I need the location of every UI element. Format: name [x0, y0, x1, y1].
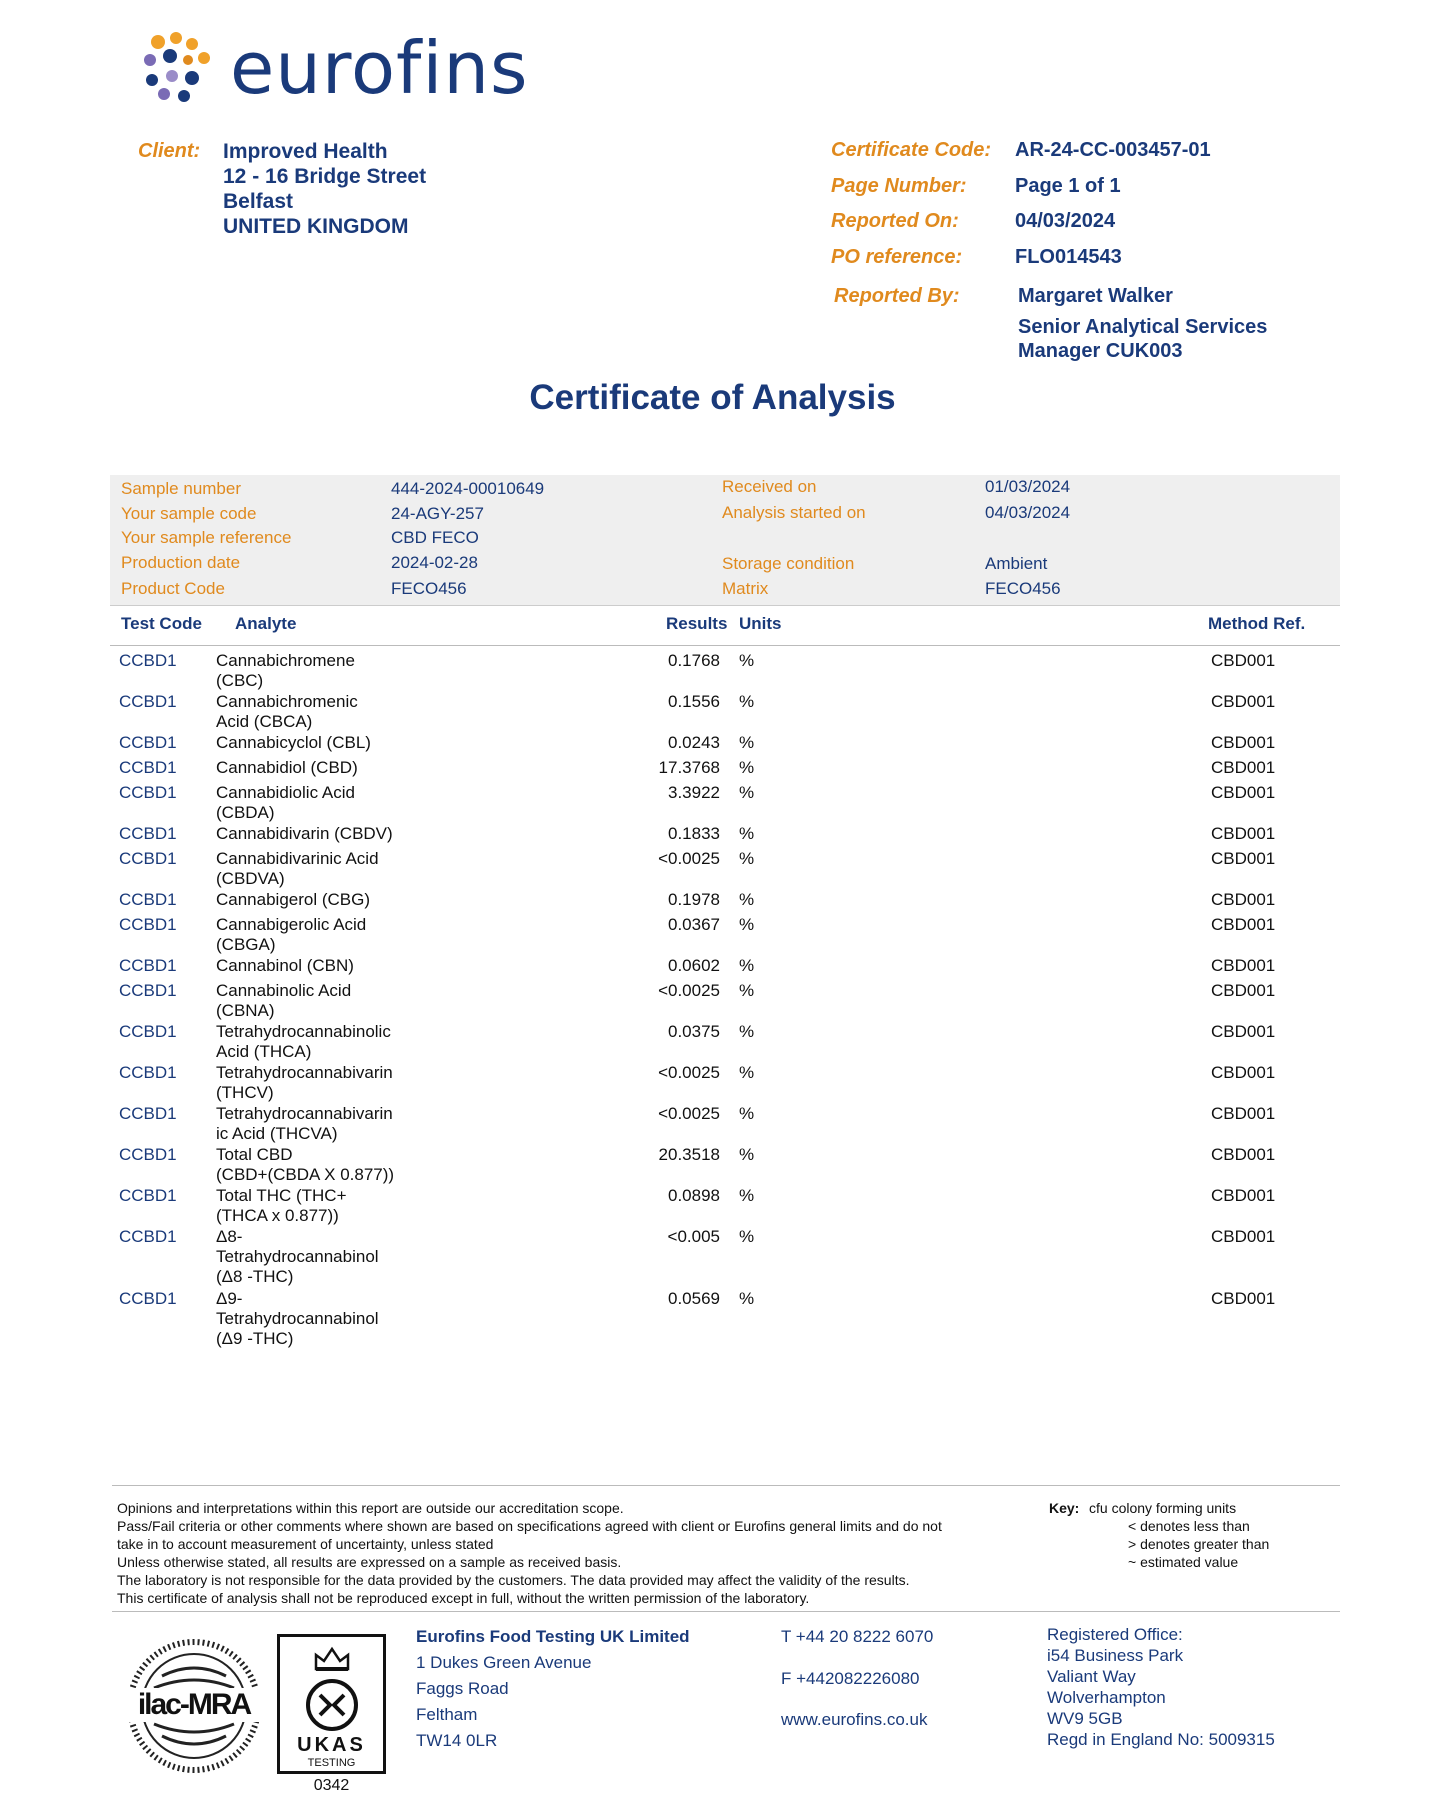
registered-line: i54 Business Park: [1047, 1646, 1184, 1665]
client-country: UNITED KINGDOM: [223, 215, 409, 238]
method-ref: CBD001: [1211, 1104, 1276, 1123]
registered-office: [1047, 1624, 1275, 1750]
result-unit: %: [739, 733, 755, 752]
method-ref: CBD001: [1211, 1145, 1276, 1164]
analyte-name: [216, 956, 416, 976]
test-code: CCBD1: [119, 956, 177, 975]
analyte-line: (CBGA): [216, 935, 276, 954]
result-unit: %: [739, 981, 755, 1000]
method-ref: CBD001: [1211, 1289, 1276, 1308]
ukas-sub: TESTING: [307, 1757, 356, 1769]
method-ref: CBD001: [1211, 849, 1276, 868]
analyte-line: (Δ8 -THC): [216, 1267, 294, 1286]
method-ref: CBD001: [1211, 1063, 1276, 1082]
analyte-line: Acid (THCA): [216, 1042, 312, 1061]
test-code: CCBD1: [119, 1022, 177, 1041]
analyte-line: (THCA x 0.877)): [216, 1206, 339, 1225]
analyte-line: Tetrahydrocannabinolic: [216, 1022, 391, 1041]
analyte-name: [216, 651, 416, 691]
test-code: CCBD1: [119, 1063, 177, 1082]
method-ref: CBD001: [1211, 981, 1276, 1000]
reported-by-label: Reported By:: [834, 285, 960, 307]
footer-notes: [117, 1499, 942, 1607]
analyte-line: Cannabichromene: [216, 651, 355, 670]
analyte-name: [216, 1022, 416, 1062]
note-line: take in to account measurement of uncertainty, unless stated: [117, 1536, 494, 1552]
result-unit: %: [739, 758, 755, 777]
analyte-name: [216, 981, 416, 1021]
result-value: 0.1833: [668, 824, 720, 843]
analyte-name: [216, 783, 416, 823]
registered-line: Wolverhampton: [1047, 1688, 1166, 1707]
analyte-line: Cannabigerolic Acid: [216, 915, 367, 934]
header-test-code: Test Code: [121, 614, 202, 633]
result-unit: %: [739, 1289, 755, 1308]
result-value: 3.3922: [668, 783, 720, 802]
test-code: CCBD1: [119, 824, 177, 843]
result-value: 0.0375: [668, 1022, 720, 1041]
test-code: CCBD1: [119, 915, 177, 934]
analyte-name: [216, 915, 416, 955]
analyte-line: Total THC (THC+: [216, 1186, 347, 1205]
header-method-ref: Method Ref.: [1208, 614, 1306, 633]
analyte-line: (CBNA): [216, 1001, 275, 1020]
sample-code: 24-AGY-257: [391, 504, 484, 523]
header-results: Results: [666, 614, 728, 633]
reported-by-title: Senior Analytical Services: [1018, 316, 1268, 338]
company-address-line: Feltham: [416, 1705, 478, 1724]
test-code: CCBD1: [119, 758, 177, 777]
method-ref: CBD001: [1211, 651, 1276, 670]
analysis-started-label: Analysis started on: [722, 503, 866, 522]
client-street: 12 - 16 Bridge Street: [223, 165, 427, 188]
ukas-badge: [277, 1634, 386, 1774]
page-number-label: Page Number:: [831, 175, 967, 197]
registered-line: Registered Office:: [1047, 1625, 1183, 1644]
method-ref: CBD001: [1211, 1186, 1276, 1205]
result-value: <0.0025: [658, 1104, 720, 1123]
result-value: <0.0025: [658, 981, 720, 1000]
analyte-line: Cannabinol (CBN): [216, 956, 354, 975]
analyte-line: (THCV): [216, 1083, 274, 1102]
test-code: CCBD1: [119, 651, 177, 670]
production-date-label: Production date: [121, 553, 241, 572]
result-value: <0.005: [667, 1227, 720, 1246]
analyte-name: [216, 1289, 416, 1349]
analyte-line: Cannabigerol (CBG): [216, 890, 371, 909]
method-ref: CBD001: [1211, 1022, 1276, 1041]
ilac-text: ilac-MRA: [124, 1688, 264, 1722]
ukas-number: 0342: [313, 1777, 350, 1794]
registered-line: Valiant Way: [1047, 1667, 1136, 1686]
ukas-tick-icon: [302, 1675, 362, 1735]
analyte-line: (CBD+(CBDA X 0.877)): [216, 1165, 395, 1184]
key-item: cfu colony forming units: [1089, 1500, 1237, 1516]
sample-reference-label: Your sample reference: [121, 528, 292, 547]
po-reference: FLO014543: [1015, 246, 1122, 268]
analyte-name: [216, 1104, 416, 1144]
method-ref: CBD001: [1211, 758, 1276, 777]
product-code: FECO456: [391, 579, 467, 598]
note-line: Unless otherwise stated, all results are expressed on a sample as received basis.: [117, 1554, 622, 1570]
analyte-line: ic Acid (THCVA): [216, 1124, 338, 1143]
table-header-rule: [110, 645, 1340, 646]
note-line: Pass/Fail criteria or other comments where shown are based on specifications agreed with client or Eurofins general limits and do not: [117, 1518, 942, 1534]
method-ref: CBD001: [1211, 783, 1276, 802]
result-value: 0.1978: [668, 890, 720, 909]
page-number: Page 1 of 1: [1015, 175, 1121, 197]
analyte-line: Cannabinolic Acid: [216, 981, 352, 1000]
company-address-line: TW14 0LR: [416, 1731, 498, 1750]
key-item: < denotes less than: [1128, 1518, 1250, 1534]
analyte-line: Tetrahydrocannabivarin: [216, 1104, 393, 1123]
result-unit: %: [739, 824, 755, 843]
analyte-line: Total CBD: [216, 1145, 293, 1164]
test-code: CCBD1: [119, 1186, 177, 1205]
analyte-name: [216, 1145, 416, 1185]
note-line: The laboratory is not responsible for the data provided by the customers. The data provided may affect the validity of the results.: [117, 1572, 910, 1588]
analyte-line: Δ8-: [216, 1227, 243, 1246]
test-code: CCBD1: [119, 1289, 177, 1308]
result-unit: %: [739, 1063, 755, 1082]
reported-on: 04/03/2024: [1015, 210, 1116, 232]
certificate-code-label: Certificate Code:: [831, 139, 992, 161]
website-link[interactable]: www.eurofins.co.uk: [781, 1710, 928, 1729]
footer-rule-top: [112, 1485, 1340, 1486]
result-value: 0.0243: [668, 733, 720, 752]
result-value: 0.0602: [668, 956, 720, 975]
certificate-code: AR-24-CC-003457-01: [1015, 139, 1211, 161]
analyte-line: (Δ9 -THC): [216, 1329, 294, 1348]
client-address: [223, 139, 426, 239]
key-label: Key:: [1049, 1500, 1080, 1516]
phone-number: T +44 20 8222 6070: [781, 1627, 934, 1646]
company-name: Eurofins Food Testing UK Limited: [416, 1627, 690, 1646]
analyte-name: [216, 1063, 416, 1103]
analyte-line: Cannabichromenic: [216, 692, 358, 711]
matrix-label: Matrix: [722, 579, 769, 598]
test-code: CCBD1: [119, 783, 177, 802]
sample-reference: CBD FECO: [391, 528, 479, 547]
result-unit: %: [739, 1104, 755, 1123]
client-city: Belfast: [223, 190, 294, 213]
ilac-mra-badge: [124, 1636, 264, 1776]
reported-by-name: Margaret Walker: [1018, 285, 1173, 307]
sample-number: 444-2024-00010649: [391, 479, 545, 498]
method-ref: CBD001: [1211, 956, 1276, 975]
ukas-text: UKAS: [297, 1734, 366, 1756]
test-code: CCBD1: [119, 692, 177, 711]
received-on-label: Received on: [722, 477, 817, 496]
sample-code-label: Your sample code: [121, 504, 257, 523]
result-value: 17.3768: [658, 758, 720, 777]
registered-line: Regd in England No: 5009315: [1047, 1730, 1275, 1749]
analyte-name: [216, 1186, 416, 1226]
analyte-name: [216, 890, 416, 910]
result-unit: %: [739, 1186, 755, 1205]
analyte-line: Cannabidiol (CBD): [216, 758, 358, 777]
result-value: 0.0569: [668, 1289, 720, 1308]
reported-on-label: Reported On:: [831, 210, 959, 232]
test-code: CCBD1: [119, 1104, 177, 1123]
test-code: CCBD1: [119, 733, 177, 752]
analyte-line: Cannabidivarin (CBDV): [216, 824, 393, 843]
result-unit: %: [739, 1145, 755, 1164]
registered-line: WV9 5GB: [1047, 1709, 1123, 1728]
result-unit: %: [739, 956, 755, 975]
method-ref: CBD001: [1211, 733, 1276, 752]
method-ref: CBD001: [1211, 1227, 1276, 1246]
test-code: CCBD1: [119, 890, 177, 909]
header-units: Units: [739, 614, 782, 633]
analyte-line: (CBDVA): [216, 869, 285, 888]
analysis-started: 04/03/2024: [985, 503, 1071, 522]
result-value: <0.0025: [658, 849, 720, 868]
test-code: CCBD1: [119, 1227, 177, 1246]
result-unit: %: [739, 1022, 755, 1041]
test-code: CCBD1: [119, 849, 177, 868]
analyte-line: Acid (CBCA): [216, 712, 313, 731]
analyte-line: Δ9-: [216, 1289, 243, 1308]
po-reference-label: PO reference:: [831, 246, 963, 268]
analyte-name: [216, 733, 416, 753]
note-line: Opinions and interpretations within this report are outside our accreditation scope.: [117, 1500, 624, 1516]
method-ref: CBD001: [1211, 915, 1276, 934]
crown-icon: [312, 1643, 352, 1673]
header-analyte: Analyte: [235, 614, 297, 633]
logo-wordmark: eurofins: [230, 26, 529, 110]
production-date: 2024-02-28: [391, 553, 478, 572]
result-value: 0.0898: [668, 1186, 720, 1205]
result-value: 0.1556: [668, 692, 720, 711]
test-code: CCBD1: [119, 1145, 177, 1164]
key-item: > denotes greater than: [1128, 1536, 1270, 1552]
analyte-line: Cannabidiolic Acid: [216, 783, 355, 802]
fax-number: F +442082226080: [781, 1669, 920, 1688]
result-unit: %: [739, 849, 755, 868]
result-unit: %: [739, 915, 755, 934]
analyte-line: Tetrahydrocannabinol: [216, 1309, 379, 1328]
company-address-line: Faggs Road: [416, 1679, 509, 1698]
result-value: 0.1768: [668, 651, 720, 670]
client-label: Client:: [138, 140, 201, 162]
analyte-line: Tetrahydrocannabinol: [216, 1247, 379, 1266]
method-ref: CBD001: [1211, 890, 1276, 909]
analyte-line: (CBC): [216, 671, 264, 690]
result-unit: %: [739, 1227, 755, 1246]
matrix: FECO456: [985, 579, 1061, 598]
analyte-name: [216, 758, 416, 778]
product-code-label: Product Code: [121, 579, 225, 598]
result-unit: %: [739, 783, 755, 802]
result-value: 0.0367: [668, 915, 720, 934]
company-address-line: 1 Dukes Green Avenue: [416, 1653, 592, 1672]
eurofins-dots-logo-icon: [140, 30, 220, 110]
result-unit: %: [739, 651, 755, 670]
analyte-line: (CBDA): [216, 803, 275, 822]
test-code: CCBD1: [119, 981, 177, 1000]
page-title: Certificate of Analysis: [529, 378, 896, 417]
reported-by-title-2: Manager CUK003: [1018, 340, 1183, 362]
analyte-name: [216, 692, 416, 732]
result-value: 20.3518: [658, 1145, 720, 1164]
analyte-line: Cannabidivarinic Acid: [216, 849, 379, 868]
analyte-name: [216, 824, 416, 844]
sample-number-label: Sample number: [121, 479, 242, 498]
result-value: <0.0025: [658, 1063, 720, 1082]
client-name: Improved Health: [223, 140, 388, 163]
footer-rule-bottom: [112, 1611, 1340, 1612]
sample-info-box: [110, 475, 1340, 606]
storage-condition: Ambient: [985, 554, 1048, 573]
method-ref: CBD001: [1211, 824, 1276, 843]
analyte-name: [216, 1227, 416, 1287]
analyte-line: Cannabicyclol (CBL): [216, 733, 371, 752]
analyte-name: [216, 849, 416, 889]
method-ref: CBD001: [1211, 692, 1276, 711]
result-unit: %: [739, 890, 755, 909]
analyte-line: Tetrahydrocannabivarin: [216, 1063, 393, 1082]
received-on: 01/03/2024: [985, 477, 1071, 496]
storage-condition-label: Storage condition: [722, 554, 855, 573]
key-item: ~ estimated value: [1128, 1554, 1239, 1570]
result-unit: %: [739, 692, 755, 711]
note-line: This certificate of analysis shall not be reproduced except in full, without the written permission of the laboratory.: [117, 1590, 810, 1606]
